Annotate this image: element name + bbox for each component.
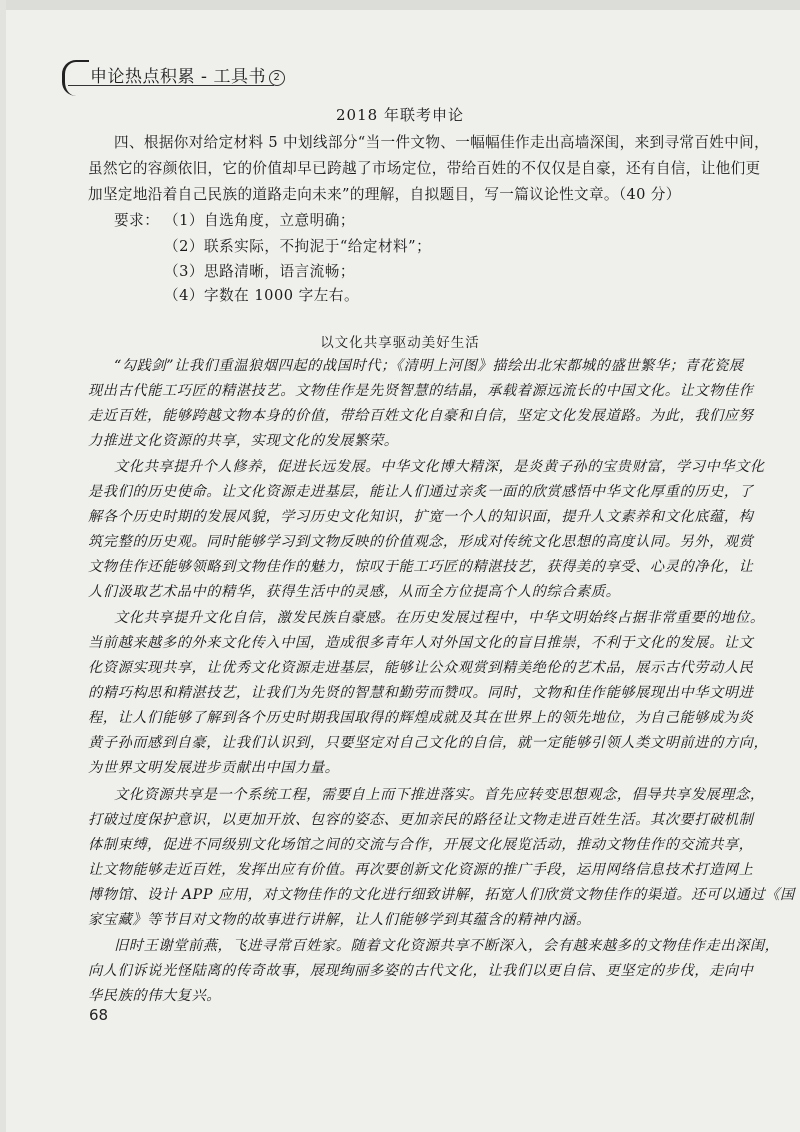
essay-line: 走近百姓，能够跨越文物本身的价值，带给百姓文化自豪和自信，坚定文化发展道路。为此，我们应努 (88, 408, 754, 424)
essay-line: 华民族的伟大复兴。 (88, 988, 222, 1004)
essay-line: 体制束缚，促进不同级别文化场馆之间的交流与合作，开展文化展览活动，推动文物佳作的交流共享， (88, 837, 754, 853)
essay-line: 博物馆、设计 APP 应用，对文物佳作的文化进行细致讲解，拓宽人们欣赏文物佳作的渠道。还可以通过《国 (88, 887, 795, 903)
essay-line: 现出古代能工巧匠的精湛技艺。文物佳作是先贤智慧的结晶，承载着源远流长的中国文化。让文物佳作 (88, 383, 754, 399)
essay-line: 当前越来越多的外来文化传入中国，造成很多青年人对外国文化的盲目推崇，不利于文化的发展。让文 (88, 635, 754, 651)
header-label (90, 62, 285, 87)
essay-line: 文物佳作还能够领略到文物佳作的魅力，惊叹于能工巧匠的精湛技艺，获得美的享受、心灵的净化，让 (88, 559, 754, 575)
essay-line: 力推进文化资源的共享，实现文化的发展繁荣。 (88, 433, 399, 449)
essay-line: 文化共享提升个人修养，促进长远发展。中华文化博大精深，是炎黄子孙的宝贵财富，学习中华文化 (114, 459, 765, 475)
page-number: 68 (89, 1006, 109, 1024)
requirement-item: （2）联系实际，不拘泥于“给定材料”； (164, 238, 432, 255)
requirement-item: （3）思路清晰，语言流畅； (164, 263, 355, 280)
essay-line: 是我们的历史使命。让文化资源走进基层，能让人们通过亲炙一面的欣赏感悟中华文化厚重的历史，了 (88, 484, 754, 500)
requirements-label: 要求： (114, 212, 160, 229)
essay-line: “勾践剑”让我们重温狼烟四起的战国时代；《清明上河图》描绘出北宋都城的盛世繁华；青花瓷展 (114, 358, 744, 374)
essay-line: 让文物能够走近百姓，发挥出应有价值。再次要创新文化资源的推广手段，运用网络信息技术打造网上 (88, 862, 754, 878)
essay-line: 旧时王谢堂前燕，飞进寻常百姓家。随着文化资源共享不断深入，会有越来越多的文物佳作走出深闺， (114, 938, 780, 954)
essay-line: 文化资源共享是一个系统工程，需要自上而下推进落实。首先应转变思想观念，倡导共享发展理念， (114, 787, 765, 803)
essay-line: 解各个历史时期的发展风貌，学习历史文化知识，扩宽一个人的知识面，提升人文素养和文化底蕴，构 (88, 509, 754, 525)
header-title: 申论热点积累 - 工具书 (90, 67, 266, 87)
requirement-item: （1）自选角度，立意明确； (164, 212, 355, 229)
essay-line: 家宝藏》等节目对文物的故事进行讲解，让人们能够学到其蕴含的精神内涵。 (88, 912, 591, 928)
requirement-item: （4）字数在 1000 字左右。 (164, 287, 360, 304)
exam-title: 2018 年联考申论 (336, 106, 464, 124)
essay-line: 打破过度保护意识，以更加开放、包容的姿态、更加亲民的路径让文物走进百姓生活。其次要打破机制 (88, 812, 754, 828)
header-bracket-decoration (62, 60, 89, 96)
page-edge-top (0, 0, 800, 10)
essay-line: 黄子孙而感到自豪，让我们认识到，只要坚定对自己文化的自信，就一定能够引领人类文明前进的方向， (88, 735, 769, 751)
essay-line: 文化共享提升文化自信，激发民族自豪感。在历史发展过程中，中华文明始终占据非常重要的地位。 (114, 610, 765, 626)
question-line: 加坚定地沿着自己民族的道路走向未来”的理解，自拟题目，写一篇议论性文章。（40 分） (88, 186, 681, 203)
essay-line: 筑完整的历史观。同时能够学习到文物反映的价值观念，形成对传统文化思想的高度认同。另外，观赏 (88, 534, 754, 550)
essay-line: 为世界文明发展进步贡献出中国力量。 (88, 760, 340, 776)
essay-title: 以文化共享驱动美好生活 (320, 335, 480, 351)
book-header (62, 60, 281, 87)
essay-line: 人们汲取艺术品中的精华，获得生活中的灵感，从而全方位提高个人的综合素质。 (88, 584, 621, 600)
page-edge-left (0, 0, 6, 1132)
question-line: 四、根据你对给定材料 5 中划线部分“当一件文物、一幅幅佳作走出高墙深闺，来到寻常百姓中间， (114, 134, 770, 151)
essay-line: 的精巧构思和精湛技艺，让我们为先贤的智慧和勤劳而赞叹。同时，文物和佳作能够展现出中华文明进 (88, 685, 754, 701)
header-badge: 2 (269, 70, 285, 86)
essay-line: 向人们诉说光怪陆离的传奇故事，展现绚丽多姿的古代文化，让我们以更自信、更坚定的步伐，走向中 (88, 963, 754, 979)
essay-line: 程，让人们能够了解到各个历史时期我国取得的辉煌成就及其在世界上的领先地位，为自己能够成为炎 (88, 710, 754, 726)
essay-line: 化资源实现共享，让优秀文化资源走进基层，能够让公众观赏到精美绝伦的艺术品，展示古代劳动人民 (88, 660, 754, 676)
question-line: 虽然它的容颜依旧，它的价值却早已跨越了市场定位，带给百姓的不仅仅是自豪，还有自信，让他们更 (88, 160, 761, 177)
